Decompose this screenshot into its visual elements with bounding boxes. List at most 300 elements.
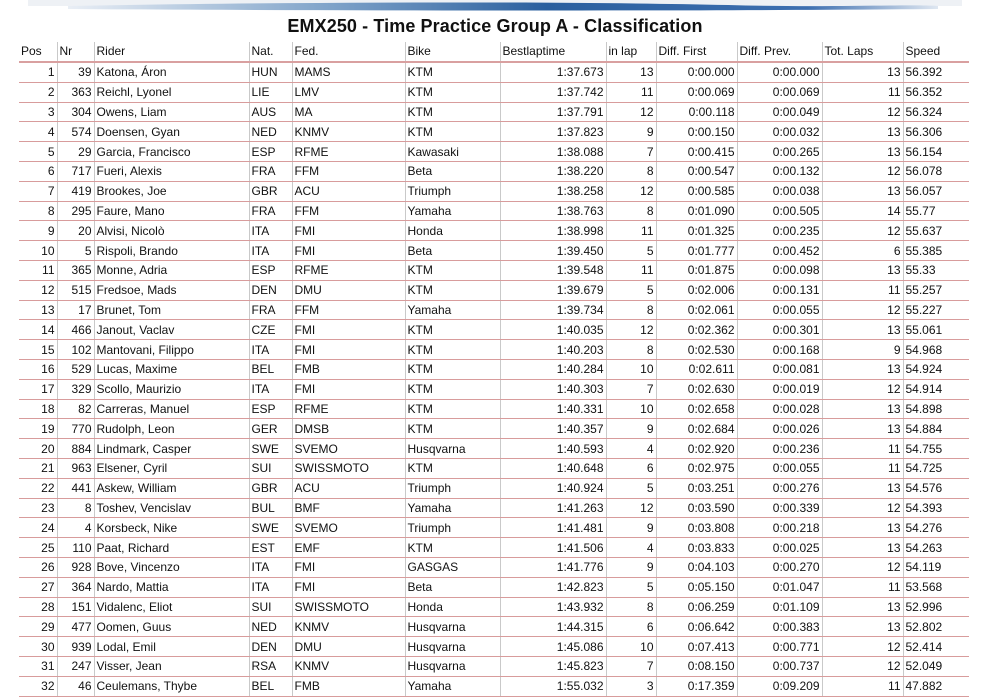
cell-nr: 529 [57, 359, 94, 379]
cell-nr: 770 [57, 419, 94, 439]
column-header-in-lap: in lap [606, 42, 656, 62]
cell-speed: 52.049 [903, 656, 969, 676]
cell-bestlaptime: 1:44.315 [500, 617, 606, 637]
cell-nat: GER [249, 419, 292, 439]
column-header-rider: Rider [94, 42, 249, 62]
cell-in-lap: 12 [606, 181, 656, 201]
cell-tot-laps: 12 [822, 300, 903, 320]
cell-bike: KTM [405, 399, 500, 419]
cell-fed: FMI [292, 557, 405, 577]
cell-fed: LMV [292, 82, 405, 102]
table-row [19, 597, 969, 617]
table-row [19, 300, 969, 320]
cell-in-lap: 8 [606, 201, 656, 221]
cell-pos: 4 [19, 122, 57, 142]
cell-nr: 717 [57, 161, 94, 181]
cell-bike: KTM [405, 280, 500, 300]
cell-bike: KTM [405, 102, 500, 122]
cell-nat: NED [249, 122, 292, 142]
cell-rider: Fueri, Alexis [94, 161, 249, 181]
cell-fed: FMB [292, 359, 405, 379]
cell-pos: 20 [19, 439, 57, 459]
cell-nat: EST [249, 538, 292, 558]
column-header-bike: Bike [405, 42, 500, 62]
cell-bike: Kawasaki [405, 142, 500, 162]
cell-bestlaptime: 1:37.791 [500, 102, 606, 122]
cell-nr: 295 [57, 201, 94, 221]
cell-diff-prev: 0:00.339 [737, 498, 822, 518]
column-header-nr: Nr [57, 42, 94, 62]
cell-diff-first: 0:06.642 [656, 617, 737, 637]
cell-fed: FMB [292, 676, 405, 696]
cell-pos: 7 [19, 181, 57, 201]
cell-nr: 419 [57, 181, 94, 201]
cell-diff-prev: 0:01.109 [737, 597, 822, 617]
cell-speed: 56.154 [903, 142, 969, 162]
table-row [19, 538, 969, 558]
cell-rider: Carreras, Manuel [94, 399, 249, 419]
cell-nr: 247 [57, 656, 94, 676]
cell-speed: 52.414 [903, 637, 969, 657]
cell-speed: 56.352 [903, 82, 969, 102]
cell-tot-laps: 11 [822, 458, 903, 478]
cell-nr: 4 [57, 518, 94, 538]
cell-nat: FRA [249, 161, 292, 181]
cell-bestlaptime: 1:38.088 [500, 142, 606, 162]
cell-tot-laps: 11 [822, 577, 903, 597]
cell-rider: Lucas, Maxime [94, 359, 249, 379]
cell-diff-prev: 0:00.132 [737, 161, 822, 181]
cell-tot-laps: 6 [822, 241, 903, 261]
cell-fed: FFM [292, 161, 405, 181]
cell-bestlaptime: 1:40.648 [500, 458, 606, 478]
cell-diff-first: 0:01.777 [656, 241, 737, 261]
cell-rider: Brunet, Tom [94, 300, 249, 320]
cell-speed: 53.568 [903, 577, 969, 597]
cell-diff-prev: 0:00.081 [737, 359, 822, 379]
cell-speed: 56.306 [903, 122, 969, 142]
cell-in-lap: 12 [606, 102, 656, 122]
cell-bike: Beta [405, 241, 500, 261]
cell-bestlaptime: 1:41.481 [500, 518, 606, 538]
cell-pos: 14 [19, 320, 57, 340]
cell-bestlaptime: 1:43.932 [500, 597, 606, 617]
cell-in-lap: 7 [606, 142, 656, 162]
page-title: EMX250 - Time Practice Group A - Classification [287, 16, 703, 36]
table-row [19, 518, 969, 538]
cell-diff-prev: 0:00.026 [737, 419, 822, 439]
cell-bike: KTM [405, 458, 500, 478]
cell-rider: Scollo, Maurizio [94, 379, 249, 399]
cell-tot-laps: 12 [822, 498, 903, 518]
cell-nr: 17 [57, 300, 94, 320]
cell-pos: 21 [19, 458, 57, 478]
cell-bestlaptime: 1:41.263 [500, 498, 606, 518]
cell-bike: Husqvarna [405, 656, 500, 676]
cell-diff-first: 0:06.259 [656, 597, 737, 617]
cell-bike: KTM [405, 82, 500, 102]
cell-diff-first: 0:00.547 [656, 161, 737, 181]
table-row [19, 458, 969, 478]
column-header-nat: Nat. [249, 42, 292, 62]
cell-rider: Janout, Vaclav [94, 320, 249, 340]
cell-tot-laps: 13 [822, 359, 903, 379]
cell-fed: FMI [292, 320, 405, 340]
cell-fed: RFME [292, 142, 405, 162]
cell-diff-prev: 0:00.452 [737, 241, 822, 261]
cell-fed: RFME [292, 260, 405, 280]
cell-bestlaptime: 1:40.284 [500, 359, 606, 379]
cell-diff-first: 0:00.150 [656, 122, 737, 142]
cell-tot-laps: 13 [822, 181, 903, 201]
cell-tot-laps: 12 [822, 221, 903, 241]
cell-speed: 56.324 [903, 102, 969, 122]
cell-tot-laps: 11 [822, 280, 903, 300]
cell-bestlaptime: 1:40.203 [500, 340, 606, 360]
cell-in-lap: 7 [606, 656, 656, 676]
cell-in-lap: 6 [606, 458, 656, 478]
cell-diff-first: 0:01.875 [656, 260, 737, 280]
cell-in-lap: 8 [606, 597, 656, 617]
cell-rider: Garcia, Francisco [94, 142, 249, 162]
cell-diff-first: 0:00.415 [656, 142, 737, 162]
cell-nat: ESP [249, 142, 292, 162]
cell-speed: 54.914 [903, 379, 969, 399]
cell-bestlaptime: 1:39.450 [500, 241, 606, 261]
cell-diff-first: 0:02.630 [656, 379, 737, 399]
cell-diff-prev: 0:00.055 [737, 458, 822, 478]
cell-diff-first: 0:04.103 [656, 557, 737, 577]
cell-pos: 10 [19, 241, 57, 261]
cell-bike: Husqvarna [405, 439, 500, 459]
cell-bike: KTM [405, 122, 500, 142]
cell-in-lap: 11 [606, 260, 656, 280]
cell-tot-laps: 13 [822, 320, 903, 340]
cell-bestlaptime: 1:37.673 [500, 62, 606, 82]
cell-rider: Reichl, Lyonel [94, 82, 249, 102]
cell-diff-prev: 0:00.131 [737, 280, 822, 300]
cell-fed: DMU [292, 280, 405, 300]
table-row [19, 260, 969, 280]
cell-fed: DMSB [292, 419, 405, 439]
header-banner-graphic [28, 0, 962, 12]
cell-fed: FFM [292, 300, 405, 320]
cell-nat: CZE [249, 320, 292, 340]
cell-fed: SVEMO [292, 518, 405, 538]
cell-rider: Nardo, Mattia [94, 577, 249, 597]
cell-fed: RFME [292, 399, 405, 419]
cell-speed: 54.898 [903, 399, 969, 419]
cell-rider: Rudolph, Leon [94, 419, 249, 439]
cell-tot-laps: 13 [822, 260, 903, 280]
cell-bestlaptime: 1:37.742 [500, 82, 606, 102]
cell-fed: FMI [292, 221, 405, 241]
cell-rider: Vidalenc, Eliot [94, 597, 249, 617]
cell-in-lap: 6 [606, 617, 656, 637]
cell-diff-first: 0:00.585 [656, 181, 737, 201]
cell-diff-prev: 0:00.383 [737, 617, 822, 637]
cell-nat: BUL [249, 498, 292, 518]
cell-pos: 29 [19, 617, 57, 637]
cell-in-lap: 12 [606, 320, 656, 340]
cell-speed: 55.227 [903, 300, 969, 320]
table-row [19, 498, 969, 518]
cell-diff-prev: 0:00.301 [737, 320, 822, 340]
cell-tot-laps: 11 [822, 676, 903, 696]
cell-fed: FFM [292, 201, 405, 221]
cell-rider: Korsbeck, Nike [94, 518, 249, 538]
cell-bestlaptime: 1:40.593 [500, 439, 606, 459]
cell-diff-first: 0:02.920 [656, 439, 737, 459]
cell-nr: 102 [57, 340, 94, 360]
table-row [19, 161, 969, 181]
cell-diff-prev: 0:00.098 [737, 260, 822, 280]
cell-nat: SWE [249, 439, 292, 459]
cell-diff-prev: 0:00.505 [737, 201, 822, 221]
cell-rider: Faure, Mano [94, 201, 249, 221]
cell-nat: ESP [249, 399, 292, 419]
cell-speed: 55.061 [903, 320, 969, 340]
cell-pos: 8 [19, 201, 57, 221]
cell-diff-first: 0:02.684 [656, 419, 737, 439]
cell-fed: ACU [292, 181, 405, 201]
cell-diff-prev: 0:00.025 [737, 538, 822, 558]
table-row [19, 82, 969, 102]
cell-nat: ESP [249, 260, 292, 280]
cell-bike: Triumph [405, 518, 500, 538]
cell-rider: Visser, Jean [94, 656, 249, 676]
cell-nr: 364 [57, 577, 94, 597]
cell-speed: 54.924 [903, 359, 969, 379]
cell-nr: 515 [57, 280, 94, 300]
cell-bike: Honda [405, 597, 500, 617]
cell-diff-first: 0:00.000 [656, 62, 737, 82]
cell-fed: DMU [292, 637, 405, 657]
cell-diff-prev: 0:00.019 [737, 379, 822, 399]
cell-nr: 82 [57, 399, 94, 419]
table-row [19, 221, 969, 241]
cell-pos: 23 [19, 498, 57, 518]
cell-bestlaptime: 1:38.763 [500, 201, 606, 221]
column-header-diff-prev: Diff. Prev. [737, 42, 822, 62]
cell-diff-first: 0:02.061 [656, 300, 737, 320]
cell-nat: SUI [249, 458, 292, 478]
cell-pos: 16 [19, 359, 57, 379]
table-row [19, 122, 969, 142]
cell-diff-first: 0:03.808 [656, 518, 737, 538]
cell-nr: 363 [57, 82, 94, 102]
cell-nat: ITA [249, 241, 292, 261]
cell-in-lap: 10 [606, 399, 656, 419]
cell-in-lap: 5 [606, 478, 656, 498]
column-header-pos: Pos [19, 42, 57, 62]
cell-diff-first: 0:02.530 [656, 340, 737, 360]
cell-speed: 54.263 [903, 538, 969, 558]
cell-bike: Beta [405, 577, 500, 597]
cell-speed: 47.882 [903, 676, 969, 696]
column-header-fed: Fed. [292, 42, 405, 62]
cell-in-lap: 9 [606, 419, 656, 439]
cell-rider: Owens, Liam [94, 102, 249, 122]
table-row [19, 478, 969, 498]
cell-rider: Bove, Vincenzo [94, 557, 249, 577]
cell-rider: Ceulemans, Thybe [94, 676, 249, 696]
cell-nr: 939 [57, 637, 94, 657]
cell-diff-first: 0:02.362 [656, 320, 737, 340]
cell-diff-first: 0:17.359 [656, 676, 737, 696]
cell-bestlaptime: 1:40.303 [500, 379, 606, 399]
cell-pos: 31 [19, 656, 57, 676]
cell-bike: Yamaha [405, 498, 500, 518]
cell-pos: 19 [19, 419, 57, 439]
cell-pos: 5 [19, 142, 57, 162]
cell-diff-prev: 0:00.055 [737, 300, 822, 320]
table-row [19, 201, 969, 221]
cell-speed: 55.33 [903, 260, 969, 280]
cell-speed: 54.755 [903, 439, 969, 459]
cell-speed: 56.078 [903, 161, 969, 181]
cell-pos: 26 [19, 557, 57, 577]
column-header-speed: Speed [903, 42, 969, 62]
cell-in-lap: 8 [606, 161, 656, 181]
cell-in-lap: 9 [606, 122, 656, 142]
cell-rider: Doensen, Gyan [94, 122, 249, 142]
cell-speed: 55.385 [903, 241, 969, 261]
table-row [19, 280, 969, 300]
cell-fed: SVEMO [292, 439, 405, 459]
cell-diff-prev: 0:00.000 [737, 62, 822, 82]
cell-nr: 29 [57, 142, 94, 162]
cell-nr: 884 [57, 439, 94, 459]
cell-nr: 574 [57, 122, 94, 142]
cell-bestlaptime: 1:40.331 [500, 399, 606, 419]
cell-nr: 365 [57, 260, 94, 280]
cell-bestlaptime: 1:42.823 [500, 577, 606, 597]
cell-pos: 3 [19, 102, 57, 122]
cell-rider: Elsener, Cyril [94, 458, 249, 478]
cell-bestlaptime: 1:37.823 [500, 122, 606, 142]
cell-pos: 12 [19, 280, 57, 300]
cell-fed: FMI [292, 241, 405, 261]
cell-diff-prev: 0:00.737 [737, 656, 822, 676]
cell-fed: SWISSMOTO [292, 458, 405, 478]
table-row [19, 439, 969, 459]
cell-nat: BEL [249, 359, 292, 379]
cell-in-lap: 8 [606, 300, 656, 320]
cell-rider: Lodal, Emil [94, 637, 249, 657]
cell-bestlaptime: 1:40.357 [500, 419, 606, 439]
cell-diff-first: 0:05.150 [656, 577, 737, 597]
cell-in-lap: 13 [606, 62, 656, 82]
table-row [19, 617, 969, 637]
cell-nat: ITA [249, 340, 292, 360]
cell-in-lap: 10 [606, 359, 656, 379]
cell-nr: 110 [57, 538, 94, 558]
table-row [19, 320, 969, 340]
cell-rider: Katona, Áron [94, 62, 249, 82]
cell-bike: GASGAS [405, 557, 500, 577]
cell-tot-laps: 13 [822, 142, 903, 162]
cell-bike: Triumph [405, 181, 500, 201]
cell-bestlaptime: 1:39.679 [500, 280, 606, 300]
cell-speed: 54.393 [903, 498, 969, 518]
cell-speed: 55.637 [903, 221, 969, 241]
cell-bestlaptime: 1:45.086 [500, 637, 606, 657]
column-header-diff-first: Diff. First [656, 42, 737, 62]
cell-rider: Lindmark, Casper [94, 439, 249, 459]
cell-rider: Oomen, Guus [94, 617, 249, 637]
cell-rider: Askew, William [94, 478, 249, 498]
cell-speed: 54.576 [903, 478, 969, 498]
table-row [19, 359, 969, 379]
cell-fed: KNMV [292, 617, 405, 637]
table-row [19, 656, 969, 676]
cell-in-lap: 9 [606, 518, 656, 538]
cell-pos: 27 [19, 577, 57, 597]
table-row [19, 399, 969, 419]
cell-bike: KTM [405, 320, 500, 340]
cell-nat: DEN [249, 637, 292, 657]
cell-pos: 15 [19, 340, 57, 360]
cell-speed: 55.77 [903, 201, 969, 221]
cell-nat: SWE [249, 518, 292, 538]
cell-fed: MAMS [292, 62, 405, 82]
cell-diff-prev: 0:00.032 [737, 122, 822, 142]
cell-in-lap: 8 [606, 340, 656, 360]
cell-nr: 151 [57, 597, 94, 617]
table-row [19, 102, 969, 122]
cell-speed: 54.968 [903, 340, 969, 360]
cell-diff-first: 0:00.069 [656, 82, 737, 102]
cell-tot-laps: 13 [822, 399, 903, 419]
cell-pos: 6 [19, 161, 57, 181]
cell-bestlaptime: 1:40.035 [500, 320, 606, 340]
table-row [19, 181, 969, 201]
cell-nat: LIE [249, 82, 292, 102]
table-row [19, 62, 969, 82]
cell-bike: KTM [405, 340, 500, 360]
cell-nr: 20 [57, 221, 94, 241]
cell-tot-laps: 11 [822, 439, 903, 459]
cell-rider: Brookes, Joe [94, 181, 249, 201]
results-table [19, 42, 969, 697]
cell-pos: 1 [19, 62, 57, 82]
cell-diff-prev: 0:00.236 [737, 439, 822, 459]
cell-bike: Yamaha [405, 676, 500, 696]
cell-tot-laps: 12 [822, 379, 903, 399]
cell-pos: 11 [19, 260, 57, 280]
cell-nat: ITA [249, 221, 292, 241]
cell-diff-first: 0:03.590 [656, 498, 737, 518]
cell-nat: AUS [249, 102, 292, 122]
cell-bestlaptime: 1:39.548 [500, 260, 606, 280]
cell-diff-prev: 0:00.069 [737, 82, 822, 102]
cell-bike: Yamaha [405, 300, 500, 320]
cell-speed: 55.257 [903, 280, 969, 300]
cell-fed: ACU [292, 478, 405, 498]
cell-nr: 441 [57, 478, 94, 498]
cell-nr: 8 [57, 498, 94, 518]
cell-in-lap: 4 [606, 538, 656, 558]
column-header-tot-laps: Tot. Laps [822, 42, 903, 62]
cell-nr: 39 [57, 62, 94, 82]
cell-tot-laps: 13 [822, 478, 903, 498]
cell-rider: Mantovani, Filippo [94, 340, 249, 360]
cell-rider: Toshev, Vencislav [94, 498, 249, 518]
cell-tot-laps: 13 [822, 419, 903, 439]
cell-tot-laps: 14 [822, 201, 903, 221]
cell-nat: FRA [249, 201, 292, 221]
